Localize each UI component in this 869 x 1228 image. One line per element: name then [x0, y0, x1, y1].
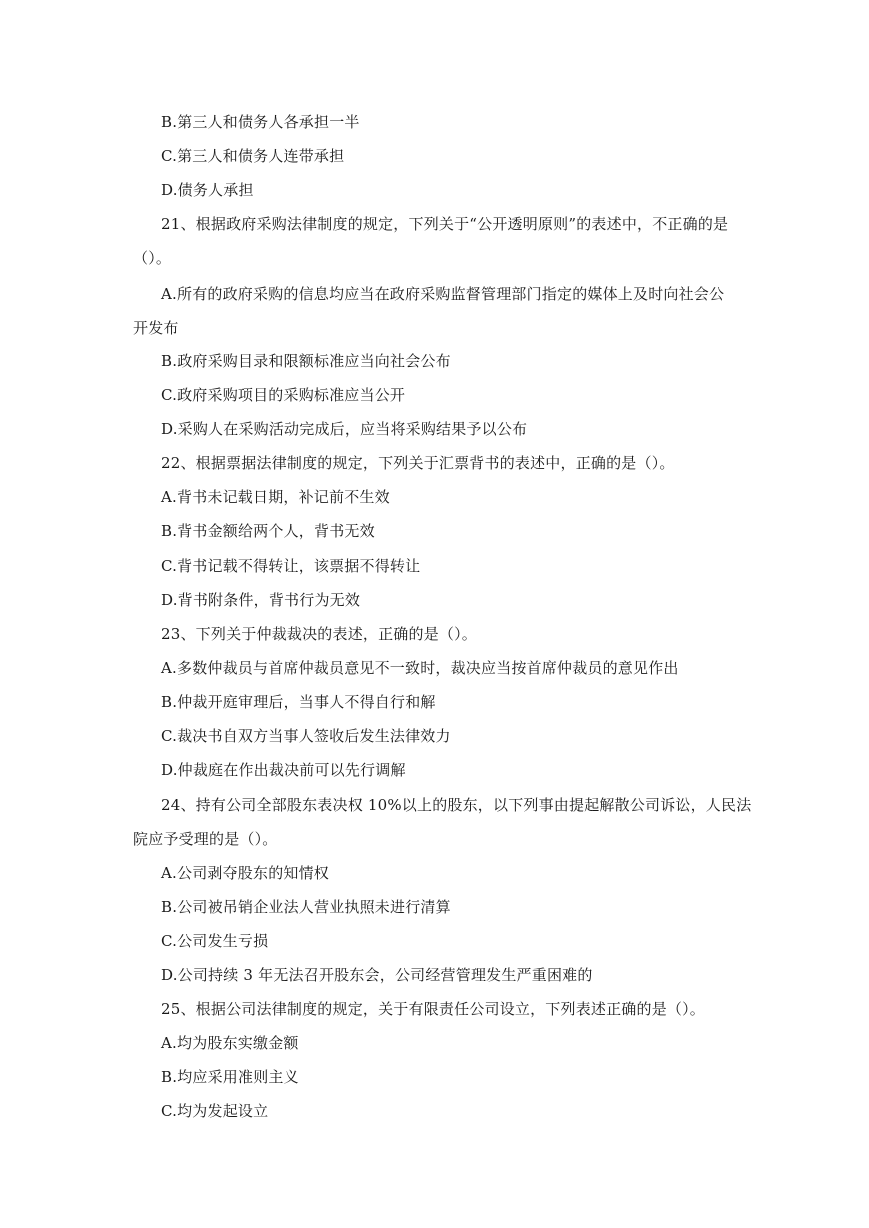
question-21-stem: 21、根据政府采购法律制度的规定，下列关于“公开透明原则”的表述中，不正确的是	[161, 215, 729, 233]
option-23-b: B.仲裁开庭审理后，当事人不得自行和解	[161, 693, 436, 711]
question-23-stem: 23、下列关于仲裁裁决的表述，正确的是（）。	[161, 625, 477, 643]
question-24-stem-cont: 院应予受理的是（）。	[133, 830, 278, 848]
question-24-stem: 24、持有公司全部股东表决权 10%以上的股东，以下列事由提起解散公司诉讼，人民法	[161, 796, 752, 814]
option-22-a: A.背书未记载日期，补记前不生效	[161, 488, 390, 506]
option-21-a-cont: 开发布	[133, 319, 179, 337]
option-21-b: B.政府采购目录和限额标准应当向社会公布	[161, 352, 451, 370]
option-21-a: A.所有的政府采购的信息均应当在政府采购监督管理部门指定的媒体上及时向社会公	[161, 285, 725, 303]
option-22-d: D.背书附条件，背书行为无效	[161, 591, 361, 609]
question-25-stem: 25、根据公司法律制度的规定，关于有限责任公司设立，下列表述正确的是（）。	[161, 1000, 705, 1018]
option-21-d: D.采购人在采购活动完成后，应当将采购结果予以公布	[161, 420, 528, 438]
option-22-c: C.背书记载不得转让，该票据不得转让	[161, 557, 421, 575]
option-25-b: B.均应采用准则主义	[161, 1068, 299, 1086]
question-22-stem: 22、根据票据法律制度的规定，下列关于汇票背书的表述中，正确的是（）。	[161, 454, 675, 472]
option-20-d: D.债务人承担	[161, 181, 254, 199]
option-22-b: B.背书金额给两个人，背书无效	[161, 522, 375, 540]
option-23-c: C.裁决书自双方当事人签收后发生法律效力	[161, 727, 451, 745]
option-25-c: C.均为发起设立	[161, 1102, 269, 1120]
option-23-d: D.仲裁庭在作出裁决前可以先行调解	[161, 761, 406, 779]
option-24-b: B.公司被吊销企业法人营业执照未进行清算	[161, 898, 451, 916]
option-24-d: D.公司持续 3 年无法召开股东会，公司经营管理发生严重困难的	[161, 966, 593, 984]
option-23-a: A.多数仲裁员与首席仲裁员意见不一致时，裁决应当按首席仲裁员的意见作出	[161, 659, 679, 677]
option-24-a: A.公司剥夺股东的知情权	[161, 864, 330, 882]
question-21-stem-cont: （）。	[133, 249, 172, 267]
option-20-c: C.第三人和债务人连带承担	[161, 147, 345, 165]
option-25-a: A.均为股东实缴金额	[161, 1034, 299, 1052]
option-21-c: C.政府采购项目的采购标准应当公开	[161, 386, 406, 404]
option-24-c: C.公司发生亏损	[161, 932, 269, 950]
option-20-b: B.第三人和债务人各承担一半	[161, 113, 360, 131]
